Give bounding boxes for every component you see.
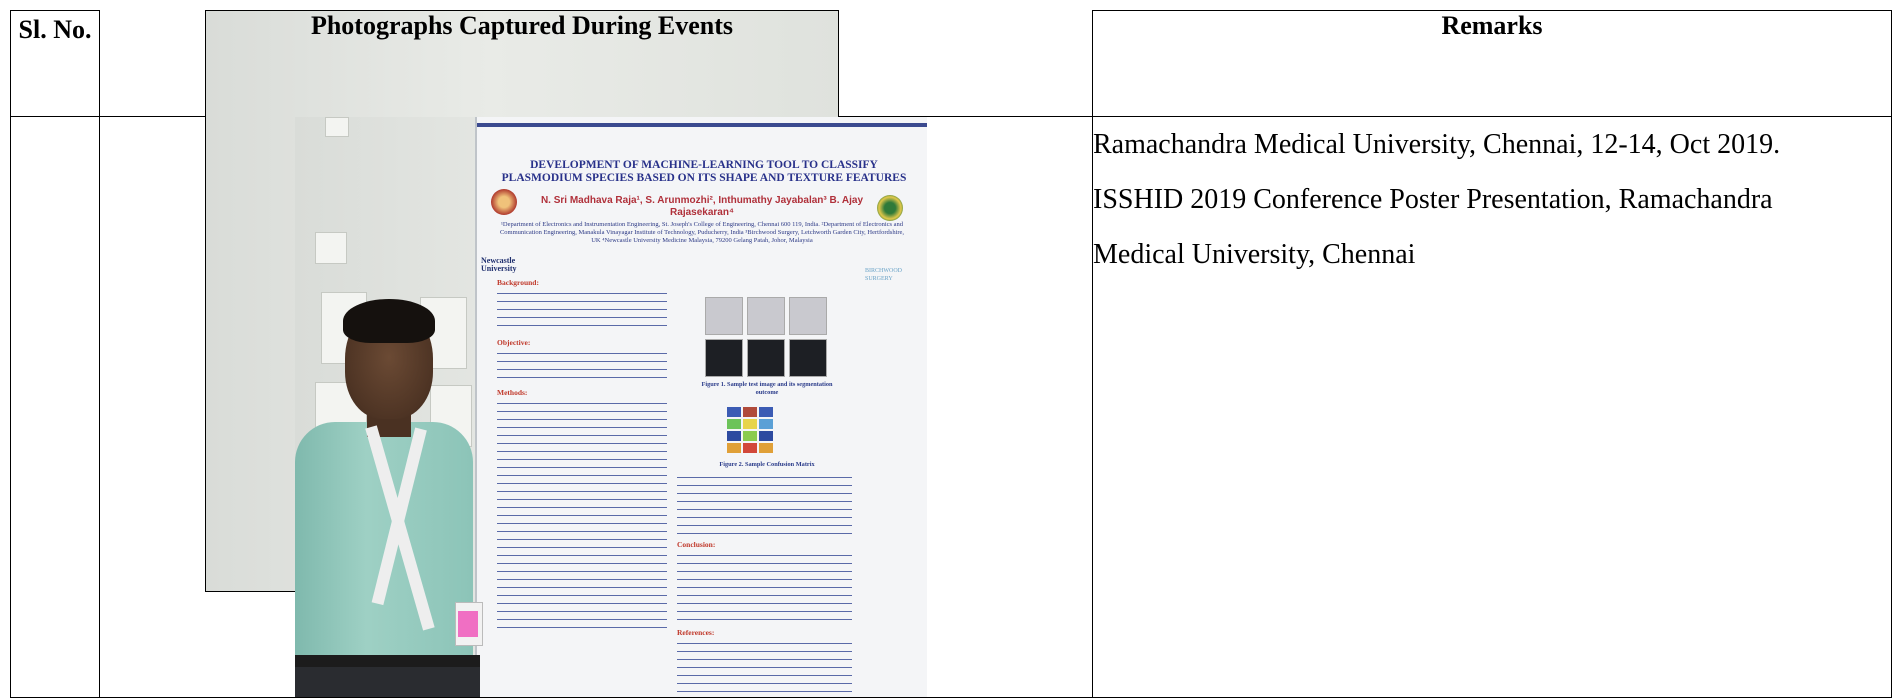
poster-body-text — [677, 475, 852, 535]
newcastle-logo: Newcastle University — [481, 256, 517, 273]
poster-body-text — [497, 401, 667, 631]
person-belt — [295, 655, 480, 667]
poster-top-bar — [477, 123, 927, 127]
poster-authors: N. Sri Madhava Raja¹, S. Arunmozhi², Inthumathy Jayabalan³ B. Ajay Rajasekaran⁴ — [540, 195, 864, 218]
table-row — [11, 117, 1892, 698]
research-poster — [475, 117, 927, 697]
figure-test-image — [705, 297, 743, 335]
poster-affiliations: ¹Department of Electronics and Instrumentation Engineering, St. Joseph's College of Engineering, Chennai 600 119, India. ²Department of Electronics and Communication Engineering, Manakula Vinayagar Institute of Technology, Puducherry, India ³Birchwood Surgery, Letchworth Garden City, Hertfordshire, UK ⁴Newcastle University Medicine Malaysia, 79200 Gelang Patah, Johor, Malaysia — [499, 221, 905, 244]
photo-cell — [100, 117, 1093, 698]
wall-paper — [325, 117, 349, 137]
figure-test-image — [789, 297, 827, 335]
remarks-cell — [1093, 117, 1892, 698]
section-background: Background: — [497, 278, 539, 287]
page — [10, 10, 1891, 690]
remark-line: Ramachandra Medical University, Chennai, 12-14, Oct 2019. — [1093, 129, 1781, 160]
header-photographs: Photographs Captured During Events — [205, 10, 839, 592]
sl-no-cell — [11, 117, 100, 698]
header-sl-no: Sl. No. — [11, 11, 100, 117]
figure-test-image — [747, 297, 785, 335]
figure-segmentation — [705, 339, 743, 377]
section-conclusion: Conclusion: — [677, 540, 716, 549]
institute-logo-icon — [877, 195, 903, 221]
section-objective: Objective: — [497, 338, 531, 347]
poster-body-text — [497, 351, 667, 383]
events-table — [10, 10, 1892, 698]
figure-segmentation — [789, 339, 827, 377]
poster-body-text — [497, 291, 667, 331]
event-photograph — [295, 117, 927, 697]
header-remarks: Remarks — [1093, 11, 1892, 117]
figure1-caption: Figure 1. Sample test image and its segmentation outcome — [701, 381, 833, 396]
remark-line: Medical University, Chennai — [1093, 239, 1416, 270]
person-pants — [295, 667, 480, 697]
header-row — [11, 11, 1892, 117]
birchwood-logo: BIRCHWOOD SURGERY — [865, 268, 902, 282]
figure2-caption: Figure 2. Sample Confusion Matrix — [719, 461, 815, 468]
wall-paper — [315, 232, 347, 264]
poster-title: DEVELOPMENT OF MACHINE-LEARNING TOOL TO CLASSIFY PLASMODIUM SPECIES BASED ON ITS SHAPE AND TEXTURE FEATURES — [501, 159, 907, 184]
figure-segmentation — [747, 339, 785, 377]
section-methods: Methods: — [497, 388, 528, 397]
college-logo-icon — [491, 189, 517, 215]
remark-line: ISSHID 2019 Conference Poster Presentation, Ramachandra — [1093, 184, 1773, 215]
person-hair — [343, 299, 435, 343]
id-badge-card — [458, 611, 478, 637]
section-references: References: — [677, 628, 715, 637]
poster-body-text — [677, 553, 852, 623]
poster-body-text — [677, 641, 852, 697]
